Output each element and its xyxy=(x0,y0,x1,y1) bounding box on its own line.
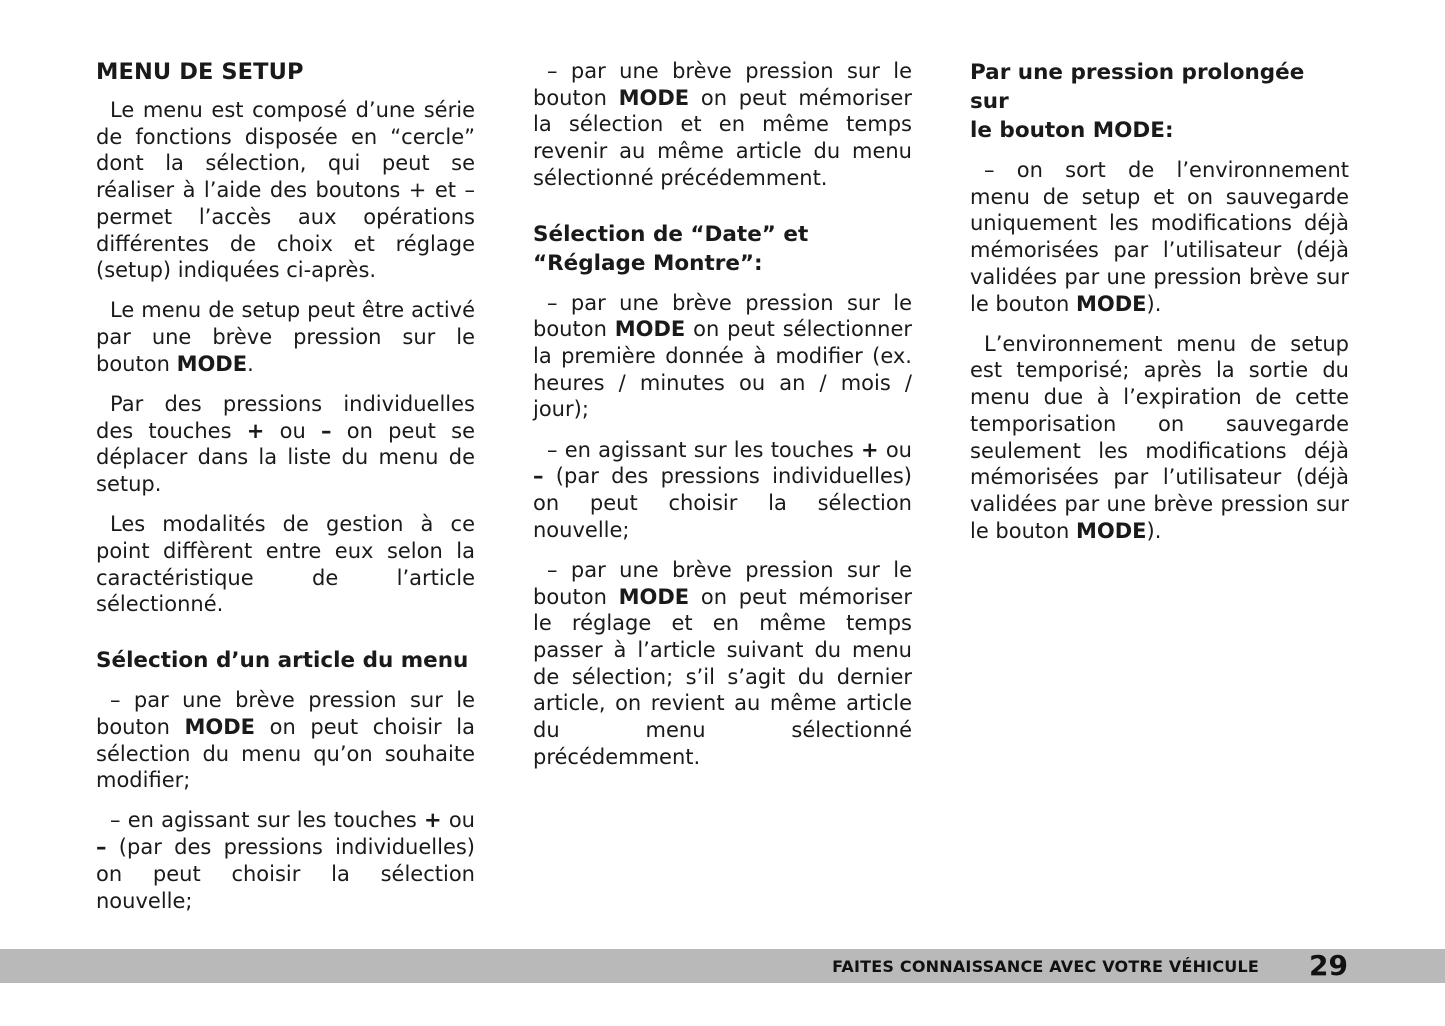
subheading-date-clock: Sélection de “Date” et “Réglage Montre”: xyxy=(533,221,809,276)
paragraph-memorize-selection: – par une brève pression sur le bouton MODE on peut mémoriser la sélection et en même temps revenir au même article du menu sélectionné précédemment. xyxy=(533,59,912,190)
paragraph-menu-navigation: Par des pressions individuelles des touches + ou – on peut se déplacer dans la liste du menu de setup. xyxy=(96,392,475,497)
paragraph-menu-activation: Le menu de setup peut être activé par une brève pression sur le bouton MODE. xyxy=(96,298,475,376)
page-number: 29 xyxy=(1309,949,1348,982)
column-1 xyxy=(96,58,475,928)
paragraph-select-first-data: – par une brève pression sur le bouton MODE on peut sélectionner la première donnée à modifier (ex. heures / minutes ou an / mois / jour); xyxy=(533,290,912,422)
column-2 xyxy=(533,58,912,784)
paragraph-memorize-adjustment: – par une brève pression sur le bouton MODE on peut mémoriser le réglage et en même temps passer à l’article suivant du menu de sélection; s’il s’agit du dernier article, on revient au même article du menu sélectionné précédemment. xyxy=(533,557,912,769)
paragraph-menu-description: Le menu est composé d’une série de fonctions disposée en “cercle” dont la sélection, qui peut se réaliser à l’aide des boutons + et – permet l’accès aux opérations différentes de choix et réglage (setup) indiquées ci-après. xyxy=(96,98,475,283)
paragraph-menu-timeout: L’environnement menu de setup est temporisé; après la sortie du menu due à l’expiration de cette temporisation on sauvegarde seulement les modifications déjà mémorisées par l’utilisateur (déjà validées par une brève pression sur le bouton MODE). xyxy=(970,331,1349,543)
paragraph-choose-new-selection: – en agissant sur les touches + ou – (par des pressions individuelles) on peut choisir la sélection nouvelle; xyxy=(533,437,912,542)
column-3 xyxy=(970,58,1349,558)
paragraph-choose-menu: – par une brève pression sur le bouton MODE on peut choisir la sélection du menu qu’on souhaite modifier; xyxy=(96,688,475,793)
subheading-article-selection: Sélection d’un article du menu xyxy=(96,648,469,674)
subheading-long-press: Par une pression prolongée sur le bouton MODE: xyxy=(970,60,1305,143)
footer-chapter-title: FAITES CONNAISSANCE AVEC VOTRE VÉHICULE xyxy=(832,957,1259,976)
paragraph-management-modes: Les modalités de gestion à ce point diffèrent entre eux selon la caractéristique de l’article sélectionné. xyxy=(96,512,475,617)
paragraph-exit-menu: – on sort de l’environnement menu de setup et on sauvegarde uniquement les modifications déjà mémorisées par l’utilisateur (déjà validées par une pression brève sur le bouton MODE). xyxy=(970,158,1349,316)
paragraph-choose-selection: – en agissant sur les touches + ou – (par des pressions individuelles) on peut choisir la sélection nouvelle; xyxy=(96,808,475,913)
footer-bar xyxy=(0,949,1445,983)
section-heading-menu-de-setup: MENU DE SETUP xyxy=(96,59,304,85)
